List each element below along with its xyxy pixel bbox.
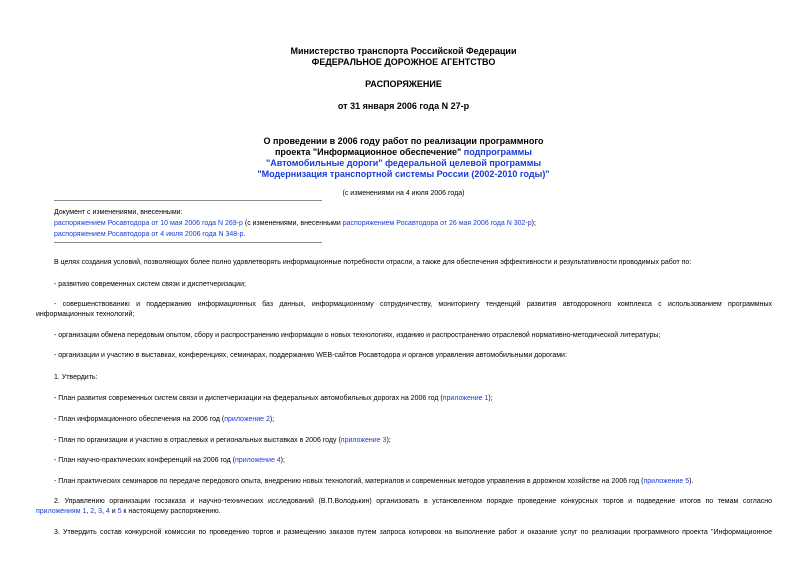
plan-4-text: - План научно-практических конференций на 2006 год (	[54, 457, 236, 464]
plan-2-text: - План информационного обеспечения на 2006 год (	[54, 416, 225, 423]
amendment-item-1	[54, 219, 536, 229]
body-paragraph-1: В целях создания условий, позволяющих более полно удовлетворять информационные потребности отрасли, а также для обеспечения эффективности и результативности проводимых работ по:	[54, 259, 692, 266]
body-paragraph-11	[54, 477, 774, 487]
amendments-intro: Документ с изменениями, внесенными:	[54, 209, 183, 216]
title-line-2-text: проекта "Информационное обеспечение"	[275, 147, 464, 157]
appendices-2-link[interactable]: 2	[90, 508, 95, 515]
amendments-top-rule	[54, 200, 322, 201]
plan-1-text: - План развития современных систем связи и диспетчеризации на федеральных автомобильных дорогах на 2006 год (	[54, 395, 443, 402]
appendix-1-link[interactable]: приложение 1	[442, 395, 489, 402]
body-paragraph-8	[54, 415, 274, 425]
body-paragraph-12b	[36, 507, 221, 517]
appendices-and: и	[109, 508, 118, 515]
plan-5-end: ).	[689, 478, 694, 485]
body-paragraph-3a: - совершенствованию и поддержанию информационных баз данных, информационному сотрудничеству, мониторингу тенденций развития автодорожного комплекса с использованием программных	[54, 301, 772, 308]
amendment-link-348[interactable]: распоряжением Росавтодора от 4 июля 2006 года N 348-р	[54, 231, 244, 238]
amendment-item-1-mid: (с изменениями, внесенными	[242, 220, 343, 227]
body-paragraph-4: - организации обмена передовым опытом, сбору и распространению информации о новых технологиях, изданию и распространению отраслевой нормативно-методической литературы;	[54, 332, 661, 339]
plan-3-text: - План по организации и участию в отраслевых и региональных выставках в 2006 году (	[54, 437, 341, 444]
plan-2-end: );	[269, 416, 275, 423]
appendix-4-link[interactable]: приложение 4	[235, 457, 281, 464]
amendment-link-269[interactable]: распоряжением Росавтодора от 10 мая 2006 года N 269-р	[54, 220, 243, 227]
appendices-5-link[interactable]: 5	[117, 508, 122, 515]
body-paragraph-6: 1. Утвердить:	[54, 374, 98, 381]
appendices-sep-1: ,	[86, 508, 91, 515]
plan-4-end: );	[280, 457, 285, 464]
document-type: РАСПОРЯЖЕНИЕ	[365, 79, 442, 89]
body-paragraph-7	[54, 394, 493, 404]
plan-5-text: - План практических семинаров по передаче передового опыта, внедрению новых технологий, материалов и современных методов управления в дорожном хозяйстве на 2006 год (	[54, 478, 644, 485]
revision-note: (с изменениями на 4 июля 2006 года)	[342, 190, 465, 197]
appendices-3-link[interactable]: 3	[98, 508, 102, 515]
amendment-item-2	[54, 230, 245, 240]
appendices-4-link[interactable]: 4	[105, 508, 110, 515]
body-paragraph-2: - развитию современных систем связи и диспетчеризации;	[54, 281, 246, 288]
amendments-bottom-rule	[54, 242, 322, 243]
plan-1-end: );	[488, 395, 493, 402]
body-paragraph-9	[54, 436, 391, 446]
appendix-2-link[interactable]: приложение 2	[224, 416, 270, 423]
appendices-sep-3: ,	[101, 508, 106, 515]
document-date-number: от 31 января 2006 года N 27-р	[337, 101, 470, 111]
amendment-item-1-end: );	[531, 220, 536, 227]
title-line-2	[0, 147, 807, 158]
agency-name: ФЕДЕРАЛЬНОЕ ДОРОЖНОЕ АГЕНТСТВО	[311, 57, 496, 67]
appendices-1-link[interactable]: приложениям 1	[36, 508, 87, 515]
title-line-1: О проведении в 2006 году работ по реализации программного	[263, 136, 544, 146]
body-paragraph-10	[54, 456, 285, 466]
title-line-4-link[interactable]: "Модернизация транспортной системы России (2002-2010 годы)"	[257, 169, 550, 179]
appendices-sep-2: ,	[94, 508, 99, 515]
subprogram-link[interactable]: подпрограммы	[463, 147, 532, 157]
appendix-3-link[interactable]: приложение 3	[340, 437, 387, 444]
amendment-item-2-end: .	[243, 231, 246, 238]
amendment-link-302[interactable]: распоряжением Росавтодора от 26 мая 2006 года N 302-р	[342, 220, 532, 227]
ministry-name: Министерство транспорта Российской Федерации	[290, 46, 517, 56]
body-paragraph-5: - организации и участию в выставках, конференциях, семинарах, поддержанию WEB-сайтов Росавтодора и органов управления автомобильными дорогами:	[54, 352, 567, 359]
plan-3-end: );	[386, 437, 391, 444]
body-paragraph-13: 3. Утвердить состав конкурсной комиссии по проведению торгов и размещению заказов путем запроса котировок на выполнение работ и оказание услуг по реализации программного проекта "Информационное	[54, 529, 772, 536]
appendices-end: к настоящему распоряжению.	[121, 508, 221, 515]
body-paragraph-3b: информационных технологий;	[36, 311, 135, 318]
body-paragraph-12a: 2. Управлению организации госзаказа и научно-технических исследований (В.П.Володькин) организовать в установленном порядке проведение конкурсных торгов и подведение итогов по темам согласно	[54, 498, 772, 505]
appendix-5-link[interactable]: приложение 5	[643, 478, 690, 485]
title-line-3-link[interactable]: "Автомобильные дороги" федеральной целевой программы	[265, 158, 542, 168]
